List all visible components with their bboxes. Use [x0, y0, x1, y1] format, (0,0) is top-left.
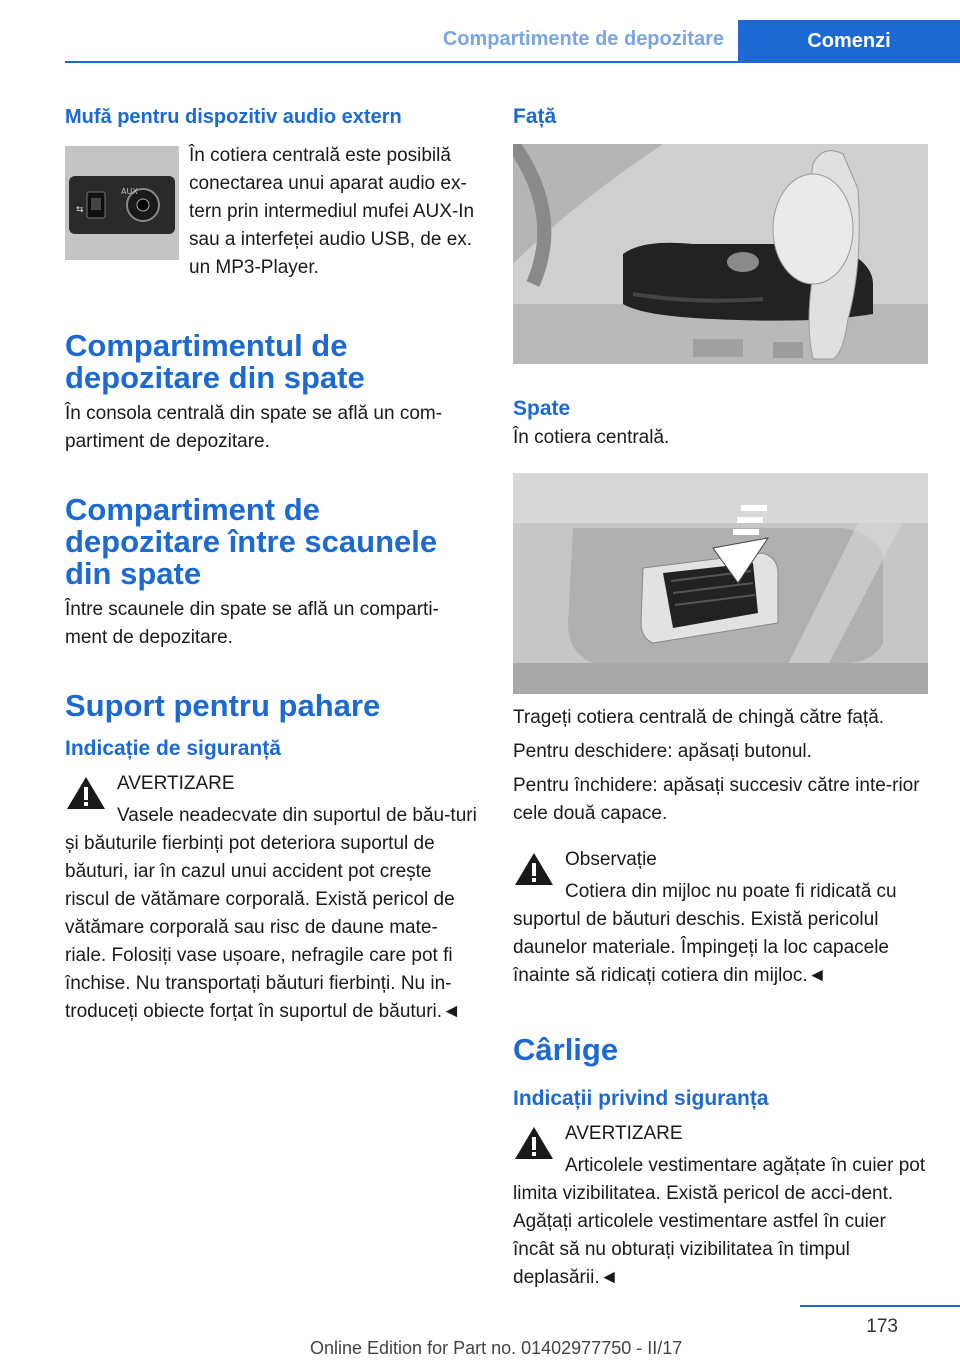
safety-title: Indicație de siguranță: [65, 737, 281, 760]
warning-label: AVERTIZARE: [117, 773, 235, 794]
hooks-warning-label: AVERTIZARE: [565, 1123, 683, 1144]
header-section-title: Compartimente de depozitare: [442, 28, 724, 50]
rear-text: În cotiera centrală.: [513, 427, 670, 448]
rear-storage-text: În consola centrală din spate se află un com-partiment de depozitare.: [65, 403, 443, 452]
usb-icon: [87, 192, 105, 218]
warning-icon: [513, 850, 555, 888]
cupholder-title: Suport pentru pahare: [65, 688, 381, 723]
note-label: Observație: [565, 849, 657, 870]
hooks-title: Cârlige: [513, 1032, 619, 1067]
between-seats-title: Compartiment de depozitare între scaunele din spate: [65, 492, 438, 591]
audio-title: Mufă pentru dispozitiv audio extern: [65, 106, 402, 128]
svg-text:AUX: AUX: [121, 187, 138, 196]
warning-block: [65, 770, 477, 1026]
front-title: Față: [513, 105, 557, 128]
note-text: Cotiera din mijloc nu poate fi ridicată cu suportul de băuturi deschis. Există pericolul daunelor materiale. Împingeți la loc capacele înainte să ridicați cotiera din mijloc.◄: [513, 881, 897, 986]
warning-text: Vasele neadecvate din suportul de bău-turi și băuturile fierbinți pot deteriora suportul de băuturi, iar în cazul unui accident pot crește riscul de vătămare corporală. Există pericol de vătămare corporală sau risc de daune mate-riale. Folosiți vase ușoare, nefragile care pot fi închise. Nu transportați băuturi fierbinți. Nu in-troduceți obiecte forțat în suportul de băuturi.◄: [65, 805, 477, 1022]
open-text: Pentru deschidere: apăsați butonul.: [513, 741, 812, 762]
warning-icon: [513, 1124, 555, 1162]
footer-rule: [800, 1305, 960, 1307]
note-block: [513, 846, 928, 990]
between-seats-text: Între scaunele din spate se află un comparti-ment de depozitare.: [65, 599, 439, 648]
header-tab[interactable]: Comenzi: [738, 20, 960, 62]
hooks-safety-title: Indicații privind siguranța: [513, 1087, 769, 1110]
front-cupholder-photo: [513, 144, 928, 364]
warning-icon: [65, 774, 107, 812]
pull-text: Trageți cotiera centrală de chingă către față.: [513, 707, 885, 728]
hooks-warning-text: Articolele vestimentare agățate în cuier pot limita vizibilitatea. Există pericol de acci-dent. Agățați articolele vestimentare astfel în cuier încât să nu obturați vizibilitatea în timpul deplasării.◄: [513, 1155, 926, 1288]
left-column: [65, 100, 477, 1026]
svg-text:⇆: ⇆: [76, 205, 84, 215]
rear-armrest-photo: [513, 473, 928, 694]
footer-edition: Online Edition for Part no. 01402977750 - II/17: [310, 1338, 683, 1358]
header-rule: [65, 61, 960, 63]
aux-usb-photo: [65, 146, 179, 260]
rear-storage-title: Compartimentul de depozitare din spate: [65, 328, 365, 395]
rear-title: Spate: [513, 397, 571, 420]
hooks-warning-block: [513, 1120, 928, 1292]
right-column: [513, 100, 928, 1292]
close-text: Pentru închidere: apăsați succesiv către inte-rior cele două capace.: [513, 775, 920, 824]
page-number: 173: [866, 1316, 898, 1337]
audio-text: În cotiera centrală este posibilă conectarea unui aparat audio ex-tern prin intermediul mufei AUX-In sau a interfeței audio USB, de ex. un MP3-Player.: [189, 145, 475, 278]
